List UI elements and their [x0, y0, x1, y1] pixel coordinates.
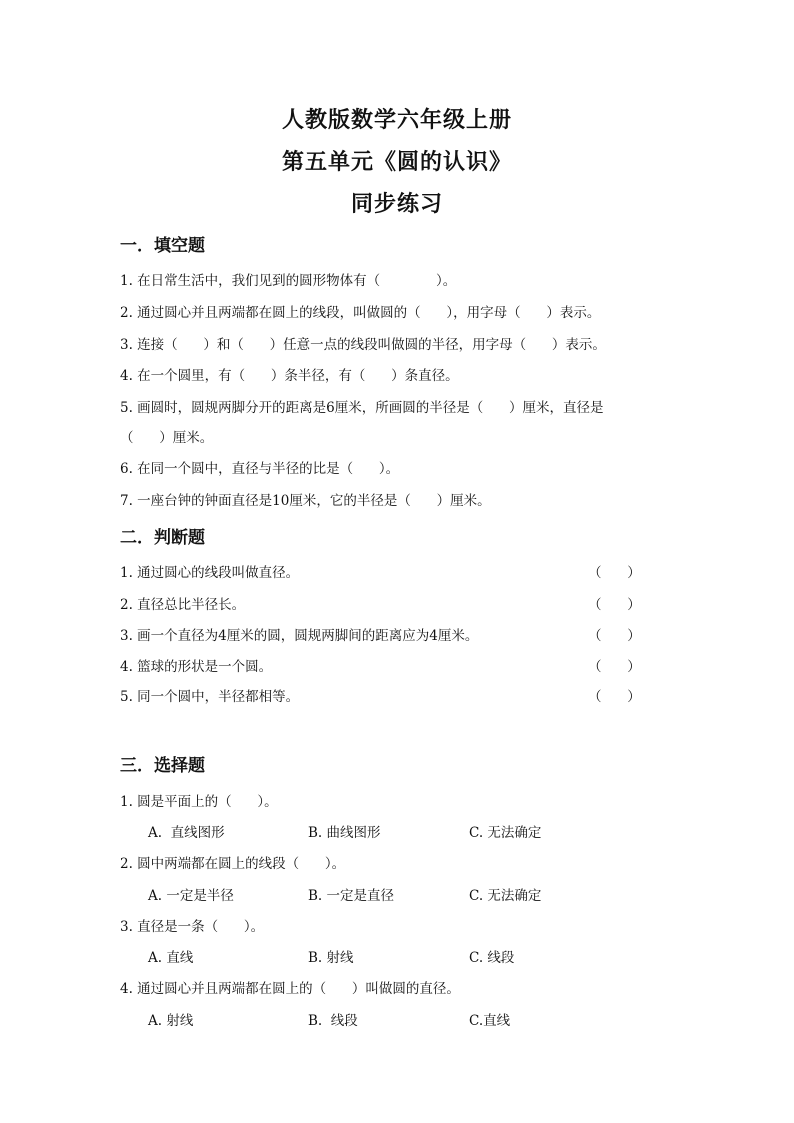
choice-2-option-c: C. 无法确定 — [469, 888, 542, 904]
choice-question-3: 3. 直径是一条（ ）。 — [120, 919, 265, 935]
choice-question-4: 4. 通过圆心并且两端都在圆上的（ ）叫做圆的直径。 — [120, 981, 460, 997]
choice-1-option-b: B. 曲线图形 — [308, 825, 381, 841]
judge-answer-bracket-2: （ ） — [588, 597, 641, 613]
fill-question-6: 6. 在同一个圆中，直径与半径的比是（ ）。 — [120, 461, 400, 477]
choice-question-2: 2. 圆中两端都在圆上的线段（ ）。 — [120, 856, 346, 872]
judge-answer-bracket-5: （ ） — [588, 689, 641, 705]
choice-3-option-c: C. 线段 — [469, 950, 515, 966]
choice-3-option-b: B. 射线 — [308, 950, 354, 966]
choice-4-option-a: A. 射线 — [148, 1013, 194, 1029]
main-title: 人教版数学六年级上册 — [281, 107, 512, 133]
choice-2-option-a: A. 一定是半径 — [148, 888, 234, 904]
section-fill-in-heading: 一．填空题 — [120, 236, 205, 256]
choice-4-option-b: B. 线段 — [308, 1013, 358, 1029]
judge-question-5: 5. 同一个圆中，半径都相等。 — [120, 689, 300, 705]
sub-title: 同步练习 — [350, 191, 443, 217]
judge-answer-bracket-3: （ ） — [588, 628, 641, 644]
section-true-false-heading: 二．判断题 — [120, 528, 205, 548]
fill-question-7: 7. 一座台钟的钟面直径是10厘米，它的半径是（ ）厘米。 — [120, 493, 491, 509]
fill-question-2: 2. 通过圆心并且两端都在圆上的线段，叫做圆的（ ），用字母（ ）表示。 — [120, 305, 601, 321]
fill-question-5-continued: （ ）厘米。 — [120, 430, 214, 446]
judge-answer-bracket-1: （ ） — [588, 565, 641, 581]
judge-question-4: 4. 篮球的形状是一个圆。 — [120, 659, 273, 675]
judge-question-3: 3. 画一个直径为4厘米的圆，圆规两脚间的距离应为4厘米。 — [120, 628, 479, 644]
judge-question-1: 1. 通过圆心的线段叫做直径。 — [120, 565, 300, 581]
choice-2-option-b: B. 一定是直径 — [308, 888, 395, 904]
judge-question-2: 2. 直径总比半径长。 — [120, 597, 246, 613]
choice-4-option-c: C.直线 — [469, 1013, 511, 1029]
unit-title: 第五单元《圆的认识》 — [281, 149, 512, 175]
fill-question-3: 3. 连接（ ）和（ ）任意一点的线段叫做圆的半径，用字母（ ）表示。 — [120, 337, 606, 353]
judge-answer-bracket-4: （ ） — [588, 659, 641, 675]
choice-1-option-c: C. 无法确定 — [469, 825, 542, 841]
choice-3-option-a: A. 直线 — [148, 950, 194, 966]
fill-question-1: 1. 在日常生活中，我们见到的圆形物体有（ ）。 — [120, 273, 457, 289]
section-multiple-choice-heading: 三．选择题 — [120, 756, 205, 776]
choice-question-1: 1. 圆是平面上的（ ）。 — [120, 794, 278, 810]
fill-question-4: 4. 在一个圆里，有（ ）条半径，有（ ）条直径。 — [120, 368, 459, 384]
fill-question-5: 5. 画圆时，圆规两脚分开的距离是6厘米，所画圆的半径是（ ）厘米，直径是 — [120, 400, 604, 416]
choice-1-option-a: A. 直线图形 — [148, 825, 225, 841]
